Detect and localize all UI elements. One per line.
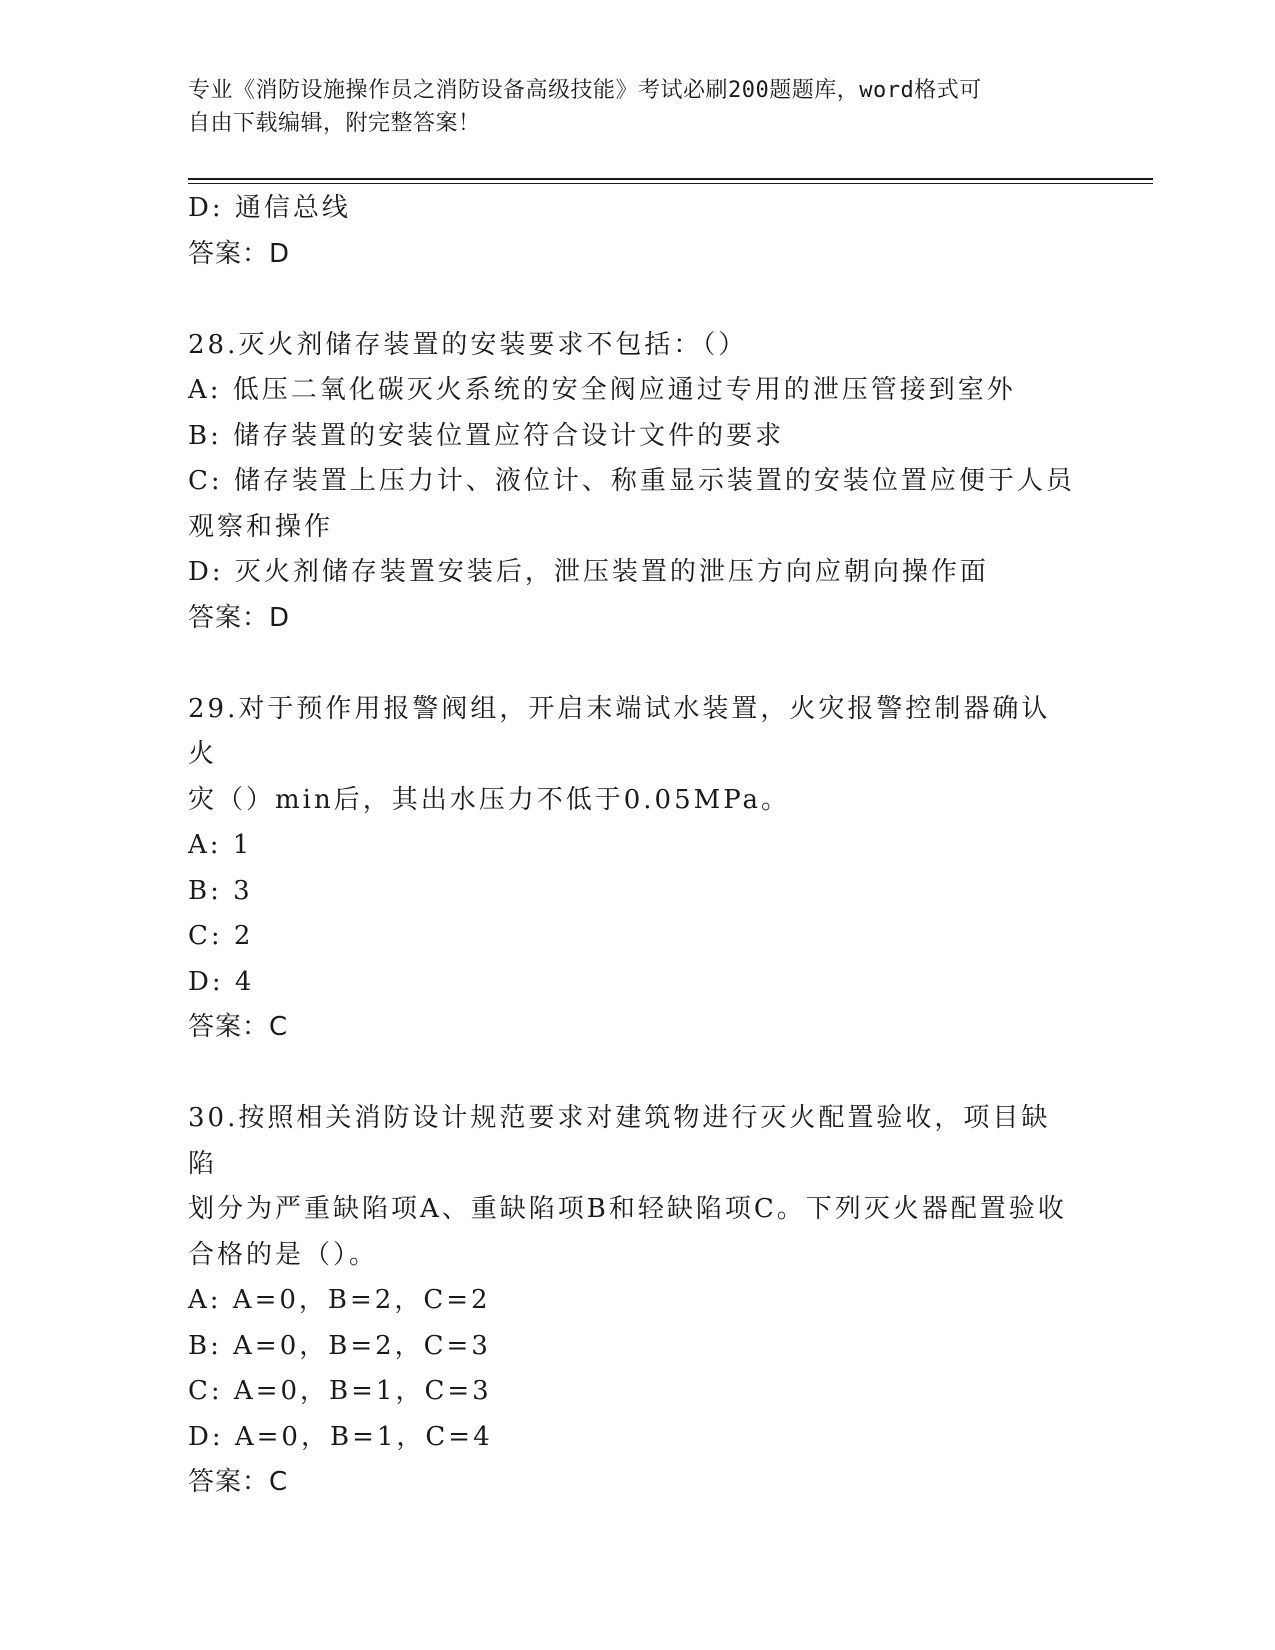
question-28: [188, 323, 1078, 642]
answer-line: 答案：C: [188, 1012, 289, 1042]
option-c: C: 储存装置上压力计、液位计、称重显示装置的安装位置应便于人员: [188, 466, 1075, 496]
option-a: A: 1: [188, 830, 253, 860]
answer-line: 答案：C: [188, 1467, 289, 1497]
option-a: A: A=0，B=2，C=2: [188, 1285, 491, 1315]
option-c: C: A=0，B=1，C=3: [188, 1376, 492, 1406]
option-c-continued: 观察和操作: [188, 511, 334, 542]
header-line-2: 自由下载编辑，附完整答案！: [188, 111, 481, 136]
question-stem: 28.灭火剂储存装置的安装要求不包括：（）: [188, 329, 748, 360]
question-stem-continued: 灾（）min后，其出水压力不低于0.05MPa。: [188, 784, 791, 815]
option-b: B: A=0，B=2，C=3: [188, 1330, 491, 1361]
document-body: [188, 186, 1078, 1506]
answer-line: 答案：D: [188, 238, 291, 269]
option-d: D: 通信总线: [188, 193, 351, 223]
question-stem-continued: 划分为严重缺陷项A、重缺陷项B和轻缺陷项C。下列灭火器配置验收: [188, 1194, 1067, 1224]
header-rule-thick: [188, 178, 1153, 180]
header-rule-thin: [188, 183, 1153, 184]
option-b: B: 3: [188, 875, 253, 906]
option-a: A: 低压二氧化碳灭火系统的安全阀应通过专用的泄压管接到室外: [188, 375, 1016, 405]
question-stem: 29.对于预作用报警阀组，开启末端试水装置，火灾报警控制器确认火: [188, 693, 1051, 769]
question-30: [188, 1096, 1078, 1506]
question-stem-continued: 合格的是（）。: [188, 1239, 379, 1270]
question-27-tail: [188, 186, 1078, 277]
option-d: D: 4: [188, 966, 255, 997]
option-d: D: A=0，B=1，C=4: [188, 1421, 493, 1452]
header-line-1: 专业《消防设施操作员之消防设备高级技能》考试必刷200题题库，word格式可: [188, 78, 982, 103]
spacer: [188, 1051, 1078, 1097]
option-c: C: 2: [188, 921, 254, 951]
question-29: [188, 687, 1078, 1051]
answer-line: 答案：D: [188, 602, 291, 633]
spacer: [188, 277, 1078, 323]
spacer: [188, 641, 1078, 687]
page-header: [188, 74, 1088, 140]
question-stem: 30.按照相关消防设计规范要求对建筑物进行灭火配置验收，项目缺陷: [188, 1103, 1051, 1179]
option-d: D: 灭火剂储存装置安装后，泄压装置的泄压方向应朝向操作面: [188, 557, 989, 587]
option-b: B: 储存装置的安装位置应符合设计文件的要求: [188, 420, 785, 451]
